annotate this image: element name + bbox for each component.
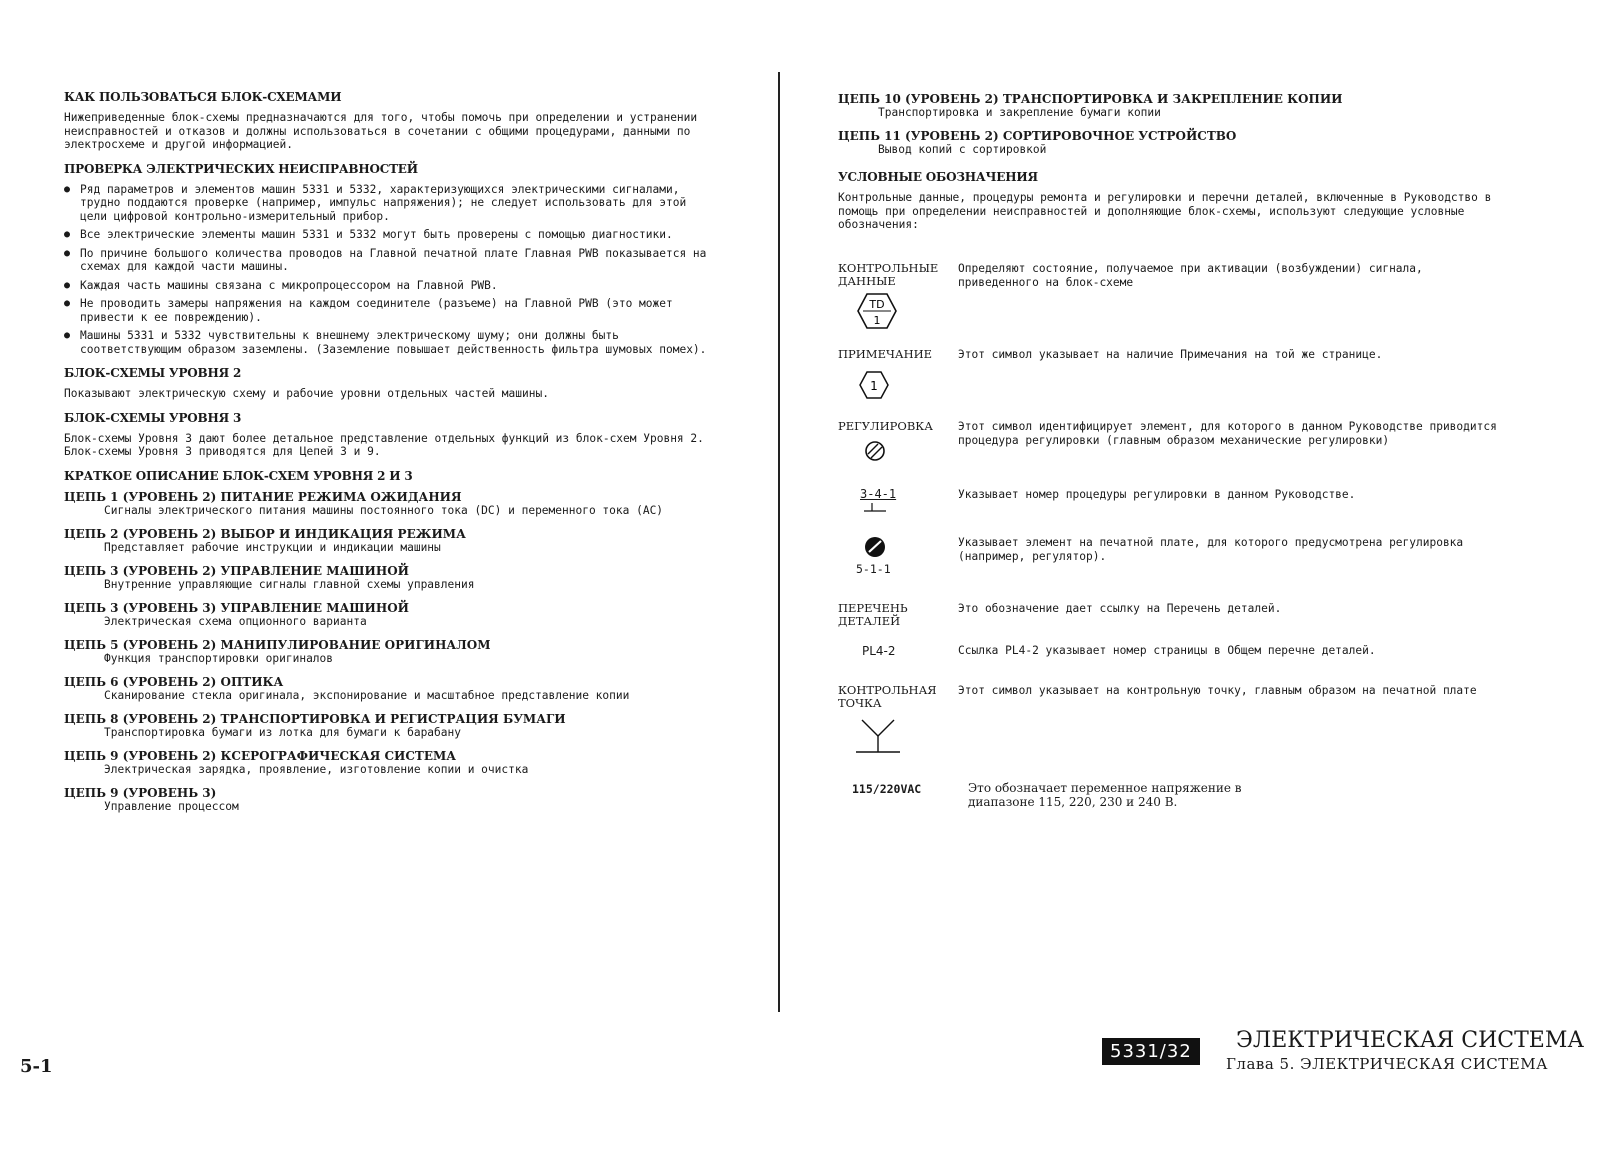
bullet-item: ● По причине большого количества проводов на Главной печатной плате Главная PWB показывается на схемах для каждой части машины. <box>64 247 714 274</box>
chain-entry <box>64 749 714 776</box>
procedure-code: 3-4-1 <box>860 487 897 501</box>
chain-description: Транспортировка бумаги из лотка для бумаги к барабану <box>104 725 461 739</box>
check-heading: ПРОВЕРКА ЭЛЕКТРИЧЕСКИХ НЕИСПРАВНОСТЕЙ <box>64 161 418 176</box>
chain-title: ЦЕПЬ 8 (УРОВЕНЬ 2) ТРАНСПОРТИРОВКА И РЕГИСТРАЦИЯ БУМАГИ <box>64 711 566 726</box>
chain-description: Электрическая зарядка, проявление, изготовление копии и очистка <box>104 762 529 776</box>
symbol-description: Этот символ идентифицирует элемент, для которого в данном Руководстве приводится процедура регулировки (главным образом механические регулировки) <box>958 420 1497 447</box>
chain-entry <box>64 712 714 739</box>
legend-intro: Контрольные данные, процедуры ремонта и регулировки и перечни деталей, включенные в Руководство в помощь при определении неисправностей и дополняющие блок-схемы, используют следующие условные обозначения: <box>838 191 1492 231</box>
bullet-item: ● Ряд параметров и элементов машин 5331 и 5332, характеризующихся электрическими сигналами, трудно поддаются проверке (например, импульс напряжения); не следует использовать для этой цели цифровой контрольно-измерительный прибор. <box>64 183 714 224</box>
adjustment-icon <box>864 440 886 462</box>
level3-heading: БЛОК-СХЕМЫ УРОВНЯ 3 <box>64 410 242 425</box>
symbol-row-procedure-number <box>838 488 1498 528</box>
level3-text: Блок-схемы Уровня 3 дают более детальное представление отдельных функций из блок-схем Уровня 2. Блок-схемы Уровня 3 приводятся для Цепей 3 и 9. <box>64 431 704 458</box>
parts-ref-code: PL4-2 <box>862 644 896 658</box>
voltage-code: 115/220VAC <box>852 782 922 796</box>
chain-description: Вывод копий с сортировкой <box>878 143 1047 156</box>
chain-title: ЦЕПЬ 9 (УРОВЕНЬ 3) <box>64 785 217 800</box>
right-column <box>838 92 1498 242</box>
procedure-arrow-icon <box>860 501 890 515</box>
how-to-text: Нижеприведенные блок-схемы предназначаются для того, чтобы помочь при определении и устранении неисправностей и отказов и должны использоваться в сочетании с общими процедурами, данными по электросхеме и другой информацией. <box>64 111 698 151</box>
note-icon-text: 1 <box>870 379 878 393</box>
test-data-hexagon-icon <box>856 292 898 330</box>
symbol-description: Ссылка PL4-2 указывает номер страницы в Общем перечне деталей. <box>958 644 1376 657</box>
chain-entry <box>64 527 714 554</box>
symbol-description: Указывает элемент на печатной плате, для которого предусмотрена регулировка (например, регулятор). <box>958 536 1464 563</box>
chain-title: ЦЕПЬ 3 (УРОВЕНЬ 2) УПРАВЛЕНИЕ МАШИНОЙ <box>64 563 409 578</box>
symbol-description: Это обозначает переменное напряжение в диапазоне 115, 220, 230 и 240 В. <box>968 781 1242 809</box>
chain-title: ЦЕПЬ 11 (УРОВЕНЬ 2) СОРТИРОВОЧНОЕ УСТРОЙСТВО <box>838 129 1237 143</box>
chain-description: Внутренние управляющие сигналы главной схемы управления <box>104 577 475 591</box>
chapter-title: Глава 5. ЭЛЕКТРИЧЕСКАЯ СИСТЕМА <box>1226 1055 1548 1073</box>
page-number: 5-1 <box>20 1056 53 1077</box>
left-column <box>64 90 714 823</box>
symbol-description: Этот символ указывает на контрольную точку, главным образом на печатной плате <box>958 684 1477 697</box>
chain-title: ЦЕПЬ 9 (УРОВЕНЬ 2) КСЕРОГРАФИЧЕСКАЯ СИСТЕМА <box>64 748 457 763</box>
symbol-description: Это обозначение дает ссылку на Перечень деталей. <box>958 602 1282 615</box>
bullet-item: ● Каждая часть машины связана с микропроцессором на Главной PWB. <box>64 279 714 293</box>
symbol-label: КОНТРОЛЬНАЯ ТОЧКА <box>838 683 937 710</box>
symbol-row-parts-ref <box>838 644 1498 668</box>
chain-title: ЦЕПЬ 5 (УРОВЕНЬ 2) МАНИПУЛИРОВАНИЕ ОРИГИНАЛОМ <box>64 637 491 652</box>
column-divider <box>778 72 780 1012</box>
pwb-adjustment-code: 5-1-1 <box>856 562 891 576</box>
chain-entry <box>838 129 1498 156</box>
symbol-description: Определяют состояние, получаемое при активации (возбуждении) сигнала, приведенного на блок-схеме <box>958 262 1423 289</box>
test-data-icon-bottom-text: 1 <box>873 314 881 327</box>
chain-title: ЦЕПЬ 10 (УРОВЕНЬ 2) ТРАНСПОРТИРОВКА И ЗАКРЕПЛЕНИЕ КОПИИ <box>838 92 1343 106</box>
level2-heading: БЛОК-СХЕМЫ УРОВНЯ 2 <box>64 366 242 380</box>
chain-entry <box>64 490 714 517</box>
bullet-item: ● Машины 5331 и 5332 чувствительны к внешнему электрическому шуму; они должны быть соответствующим образом заземлены. (Заземление повышает действенность фильтра шумовых помех). <box>64 329 714 356</box>
symbol-row-test-point <box>838 684 1498 764</box>
check-bullet-list <box>64 183 714 357</box>
bullet-item: ● Не проводить замеры напряжения на каждом соединителе (разъеме) на Главной PWB (это может привести к ее повреждению). <box>64 297 714 324</box>
test-data-icon-top-text: TD <box>869 298 885 311</box>
model-badge: 5331/32 <box>1102 1038 1200 1065</box>
symbol-label: КОНТРОЛЬНЫЕ ДАННЫЕ <box>838 261 939 288</box>
chain-entry <box>838 92 1498 119</box>
chain-title: ЦЕПЬ 1 (УРОВЕНЬ 2) ПИТАНИЕ РЕЖИМА ОЖИДАНИЯ <box>64 489 462 504</box>
bullet-item: ● Все электрические элементы машин 5331 и 5332 могут быть проверены с помощью диагностики. <box>64 228 714 242</box>
chain-description: Электрическая схема опционного варианта <box>104 614 367 628</box>
level2-text: Показывают электрическую схему и рабочие уровни отдельных частей машины. <box>64 387 549 400</box>
chain-list <box>64 490 714 813</box>
test-point-icon <box>852 718 904 758</box>
chain-entry <box>64 638 714 665</box>
chain-description: Управление процессом <box>104 799 239 813</box>
chain-entry <box>64 675 714 702</box>
symbol-label: РЕГУЛИРОВКА <box>838 419 933 433</box>
chain-entry <box>64 601 714 628</box>
procedure-code-block <box>860 488 920 515</box>
how-to-heading: КАК ПОЛЬЗОВАТЬСЯ БЛОК-СХЕМАМИ <box>64 90 342 104</box>
note-hexagon-icon <box>858 370 890 400</box>
symbol-row-parts-list <box>838 602 1498 634</box>
chain-description: Представляет рабочие инструкции и индикации машины <box>104 540 441 554</box>
symbol-label: ПРИМЕЧАНИЕ <box>838 347 933 361</box>
chain-title: ЦЕПЬ 3 (УРОВЕНЬ 3) УПРАВЛЕНИЕ МАШИНОЙ <box>64 600 409 615</box>
symbol-row-voltage <box>838 782 1498 818</box>
chain-description: Сигналы электрического питания машины постоянного тока (DC) и переменного тока (AC) <box>104 503 664 517</box>
symbol-label: ПЕРЕЧЕНЬ ДЕТАЛЕЙ <box>838 601 908 628</box>
pwb-adjustment-icon <box>864 536 886 558</box>
chain-description: Функция транспортировки оригиналов <box>104 651 334 665</box>
symbol-row-note <box>838 348 1498 408</box>
chain-entry <box>64 564 714 591</box>
chain-description: Сканирование стекла оригинала, экспонирование и масштабное представление копии <box>104 688 630 702</box>
legend-heading: УСЛОВНЫЕ ОБОЗНАЧЕНИЯ <box>838 170 1038 184</box>
symbol-description: Этот символ указывает на наличие Примечания на той же странице. <box>958 348 1383 361</box>
chain-entry <box>64 786 714 813</box>
symbol-description: Указывает номер процедуры регулировки в данном Руководстве. <box>958 488 1356 501</box>
symbol-row-adjustment <box>838 420 1498 470</box>
symbol-row-test-data <box>838 262 1498 332</box>
section-title: ЭЛЕКТРИЧЕСКАЯ СИСТЕМА <box>1236 1028 1585 1053</box>
chain-title: ЦЕПЬ 2 (УРОВЕНЬ 2) ВЫБОР И ИНДИКАЦИЯ РЕЖИМА <box>64 526 466 541</box>
symbol-row-pwb-adjustment <box>838 536 1498 586</box>
chain-description: Транспортировка и закрепление бумаги копии <box>878 106 1161 119</box>
summary-heading: КРАТКОЕ ОПИСАНИЕ БЛОК-СХЕМ УРОВНЯ 2 И 3 <box>64 468 413 483</box>
chain-title: ЦЕПЬ 6 (УРОВЕНЬ 2) ОПТИКА <box>64 674 284 689</box>
